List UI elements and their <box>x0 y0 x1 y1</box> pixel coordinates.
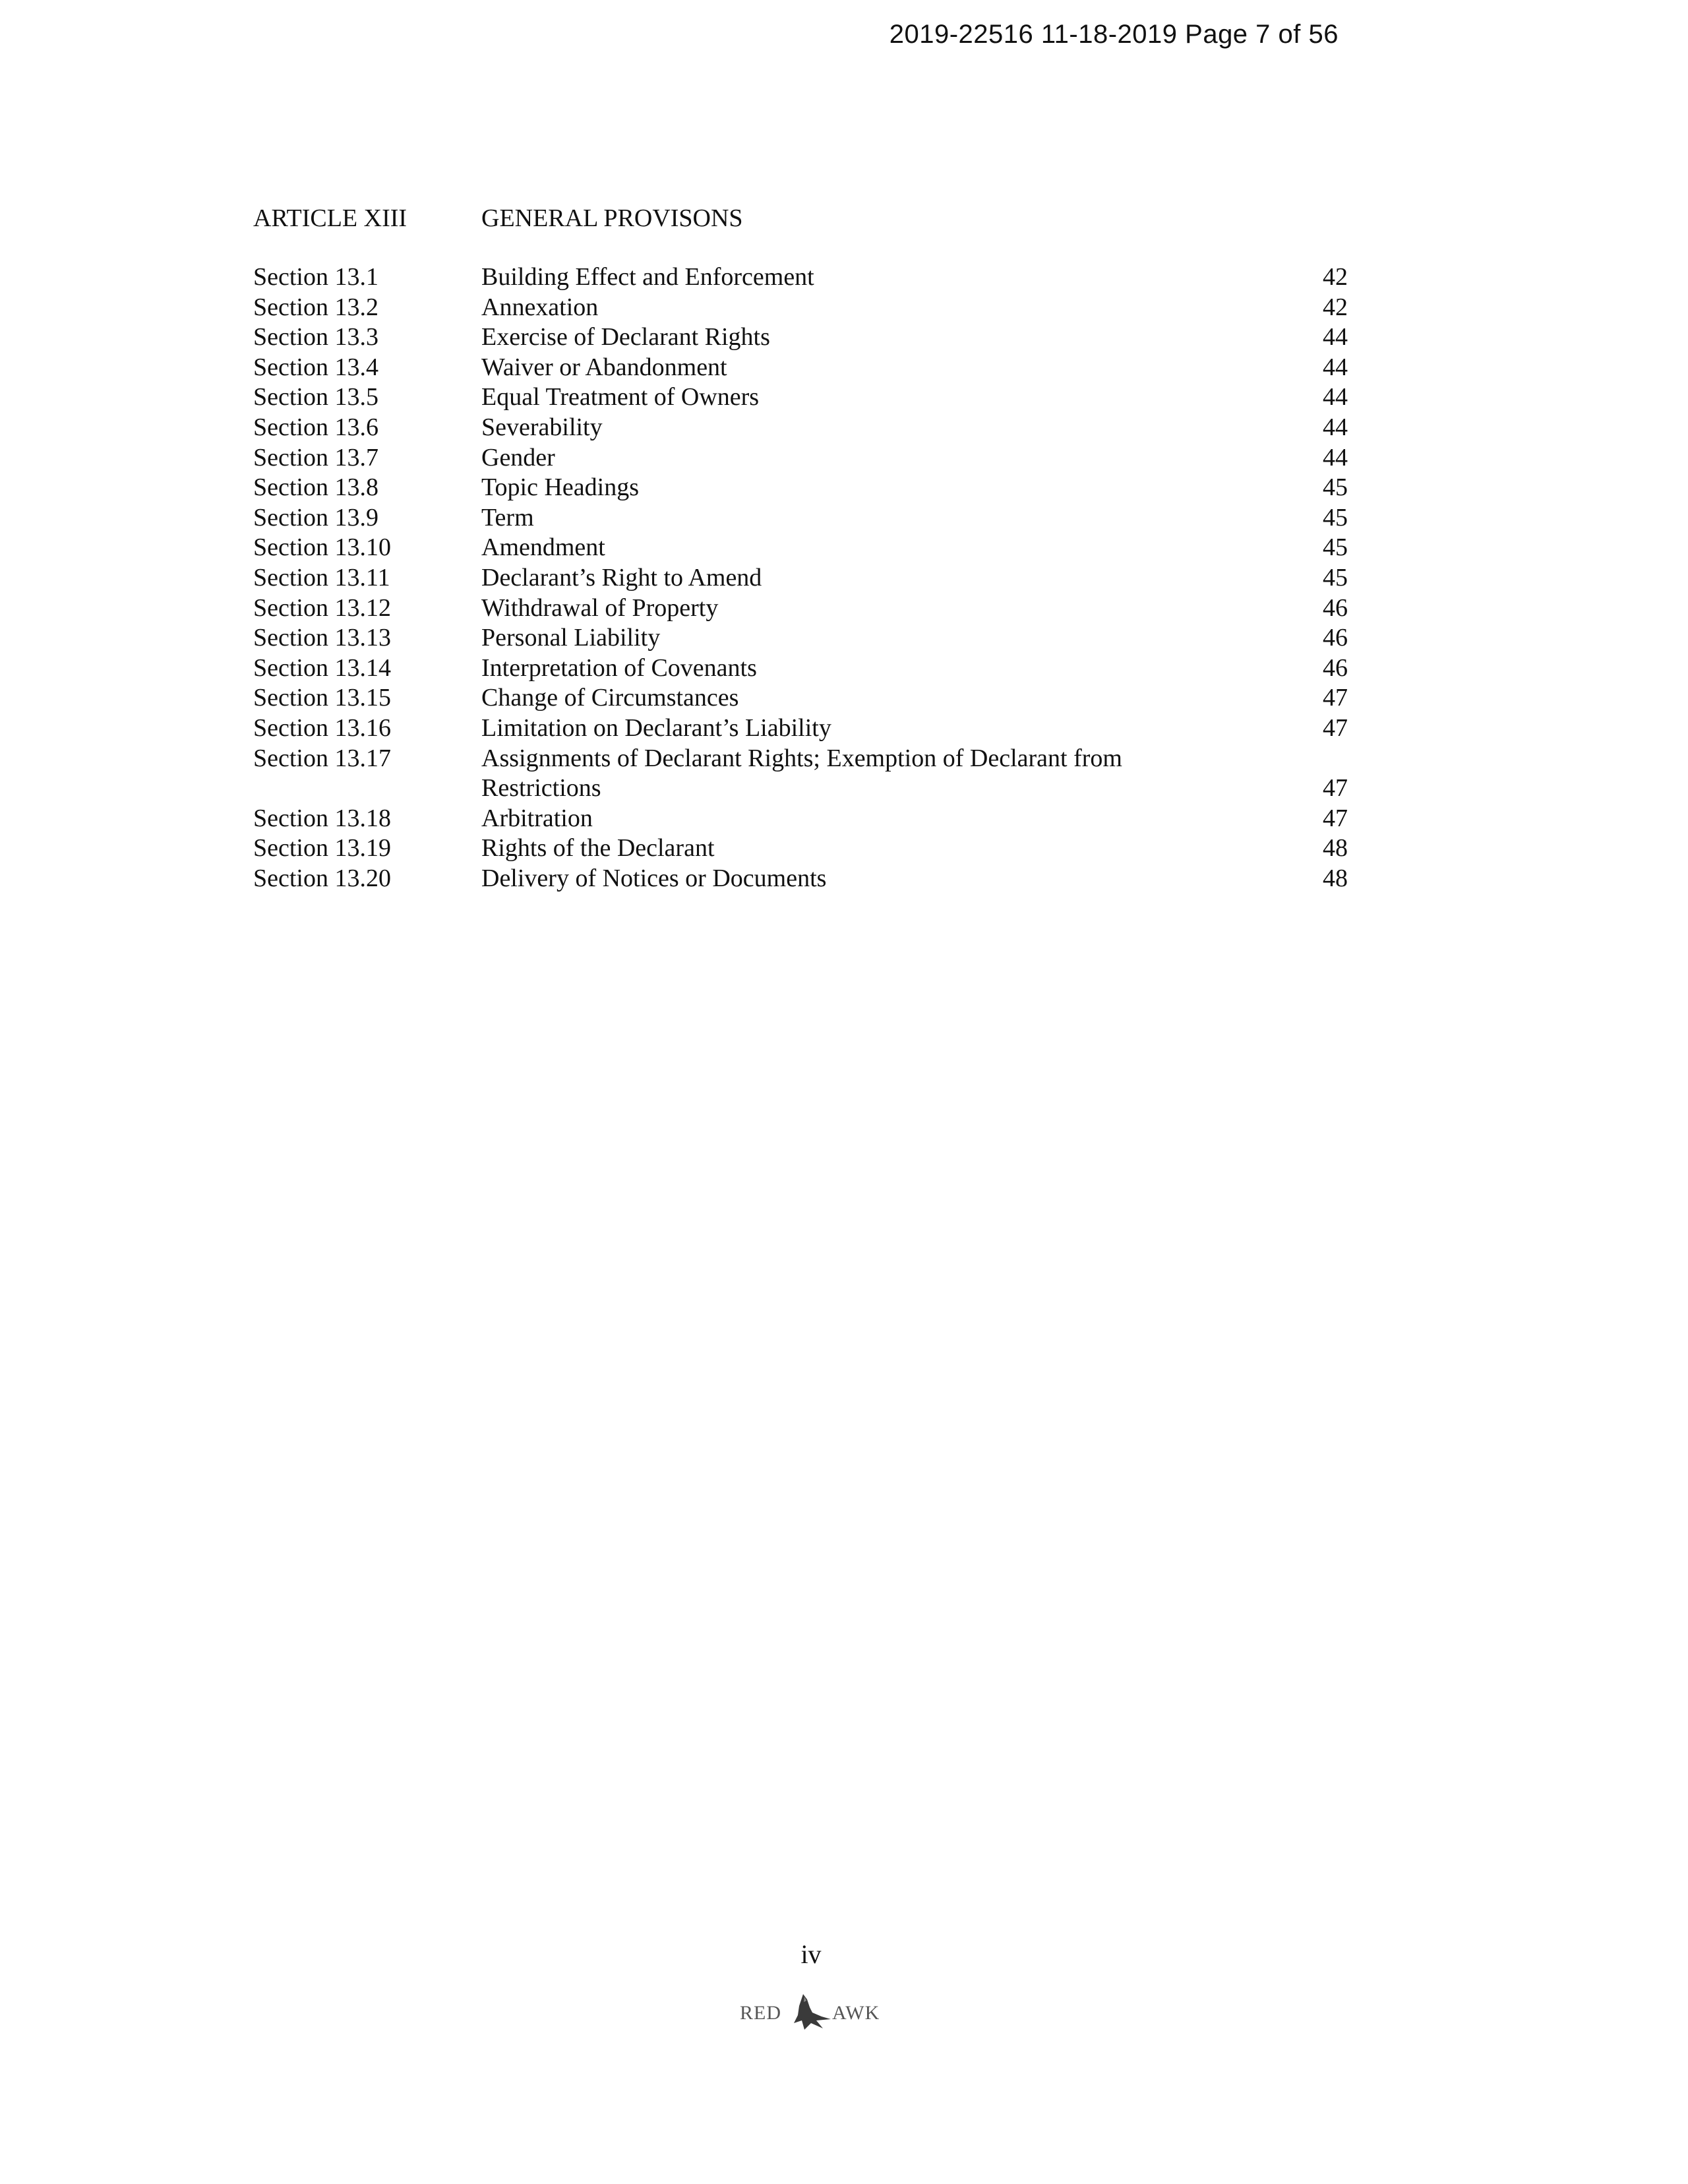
section-number: Section 13.15 <box>253 684 391 712</box>
toc-row <box>253 804 1348 834</box>
toc-row <box>253 443 1348 473</box>
section-page: 46 <box>1323 593 1348 622</box>
svg-text:RED: RED <box>740 2002 781 2024</box>
toc-row <box>253 382 1348 413</box>
section-number: Section 13.12 <box>253 593 391 622</box>
section-number: Section 13.17 <box>253 744 391 772</box>
section-title: Assignments of Declarant Rights; Exemption of Declarant from Restrictions <box>481 744 1122 803</box>
section-title: Arbitration <box>481 804 593 832</box>
toc-row <box>253 593 1348 624</box>
section-number: Section 13.10 <box>253 533 391 562</box>
section-title: Withdrawal of Property <box>481 593 719 622</box>
toc-row <box>253 834 1348 864</box>
section-title: Rights of the Declarant <box>481 834 715 863</box>
toc-row <box>253 713 1348 744</box>
section-page: 47 <box>1323 804 1348 832</box>
article-title: GENERAL PROVISONS <box>481 204 743 232</box>
section-title: Building Effect and Enforcement <box>481 263 814 291</box>
section-page: 45 <box>1323 533 1348 562</box>
section-page: 44 <box>1323 383 1348 411</box>
section-page: 47 <box>1323 684 1348 712</box>
toc-row <box>253 262 1348 293</box>
section-page: 42 <box>1323 263 1348 291</box>
toc-row <box>253 353 1348 383</box>
section-page: 45 <box>1323 473 1348 502</box>
section-number: Section 13.18 <box>253 804 391 832</box>
section-number: Section 13.8 <box>253 473 378 502</box>
toc-row <box>253 653 1348 684</box>
article-label: ARTICLE XIII <box>253 204 407 232</box>
page-number: iv <box>800 1939 822 1969</box>
section-page: 44 <box>1323 353 1348 381</box>
section-page: 48 <box>1323 834 1348 863</box>
section-number: Section 13.9 <box>253 503 378 531</box>
section-number: Section 13.11 <box>253 563 390 592</box>
red-hawk-logo <box>738 1990 890 2032</box>
section-number: Section 13.5 <box>253 383 378 411</box>
section-number: Section 13.16 <box>253 713 391 742</box>
section-title: Change of Circumstances <box>481 684 739 712</box>
section-page: 46 <box>1323 653 1348 682</box>
section-title: Exercise of Declarant Rights <box>481 323 770 351</box>
section-page: 46 <box>1323 624 1348 652</box>
toc-row <box>253 864 1348 894</box>
section-number: Section 13.4 <box>253 353 378 381</box>
section-number: Section 13.6 <box>253 413 378 441</box>
section-title: Gender <box>481 443 555 471</box>
section-number: Section 13.1 <box>253 263 378 291</box>
article-heading <box>253 203 1348 233</box>
section-title: Waiver or Abandonment <box>481 353 727 381</box>
section-page: 47 <box>1323 774 1348 803</box>
section-page: 45 <box>1323 563 1348 592</box>
toc-row <box>253 563 1348 593</box>
recording-stamp: 2019-22516 11-18-2019 Page 7 of 56 <box>889 20 1339 49</box>
section-number: Section 13.7 <box>253 443 378 471</box>
section-page: 47 <box>1323 713 1348 742</box>
toc-row <box>253 503 1348 533</box>
section-number: Section 13.2 <box>253 293 378 321</box>
section-title: Term <box>481 503 534 531</box>
section-number: Section 13.13 <box>253 624 391 652</box>
toc-row <box>253 744 1348 804</box>
section-title: Limitation on Declarant’s Liability <box>481 713 831 742</box>
toc-row <box>253 473 1348 503</box>
toc-row <box>253 623 1348 653</box>
section-number: Section 13.19 <box>253 834 391 863</box>
toc-row <box>253 533 1348 563</box>
toc-row <box>253 413 1348 443</box>
section-number: Section 13.14 <box>253 653 391 682</box>
section-page: 48 <box>1323 864 1348 892</box>
svg-text:AWK: AWK <box>832 2002 880 2024</box>
toc-row <box>253 683 1348 713</box>
section-title: Severability <box>481 413 603 441</box>
toc-row <box>253 322 1348 353</box>
section-page: 44 <box>1323 323 1348 351</box>
hawk-icon <box>738 1990 890 2032</box>
section-page: 42 <box>1323 293 1348 321</box>
section-number: Section 13.20 <box>253 864 391 892</box>
section-title: Equal Treatment of Owners <box>481 383 760 411</box>
section-number: Section 13.3 <box>253 323 378 351</box>
section-title: Amendment <box>481 533 605 562</box>
section-page: 44 <box>1323 413 1348 441</box>
section-title: Annexation <box>481 293 599 321</box>
toc-row <box>253 293 1348 323</box>
section-page: 45 <box>1323 503 1348 531</box>
section-title: Declarant’s Right to Amend <box>481 563 762 592</box>
section-title: Personal Liability <box>481 624 661 652</box>
table-of-contents <box>253 203 1348 894</box>
section-title: Delivery of Notices or Documents <box>481 864 827 892</box>
section-title: Interpretation of Covenants <box>481 653 757 682</box>
section-title: Topic Headings <box>481 473 640 502</box>
section-page: 44 <box>1323 443 1348 471</box>
